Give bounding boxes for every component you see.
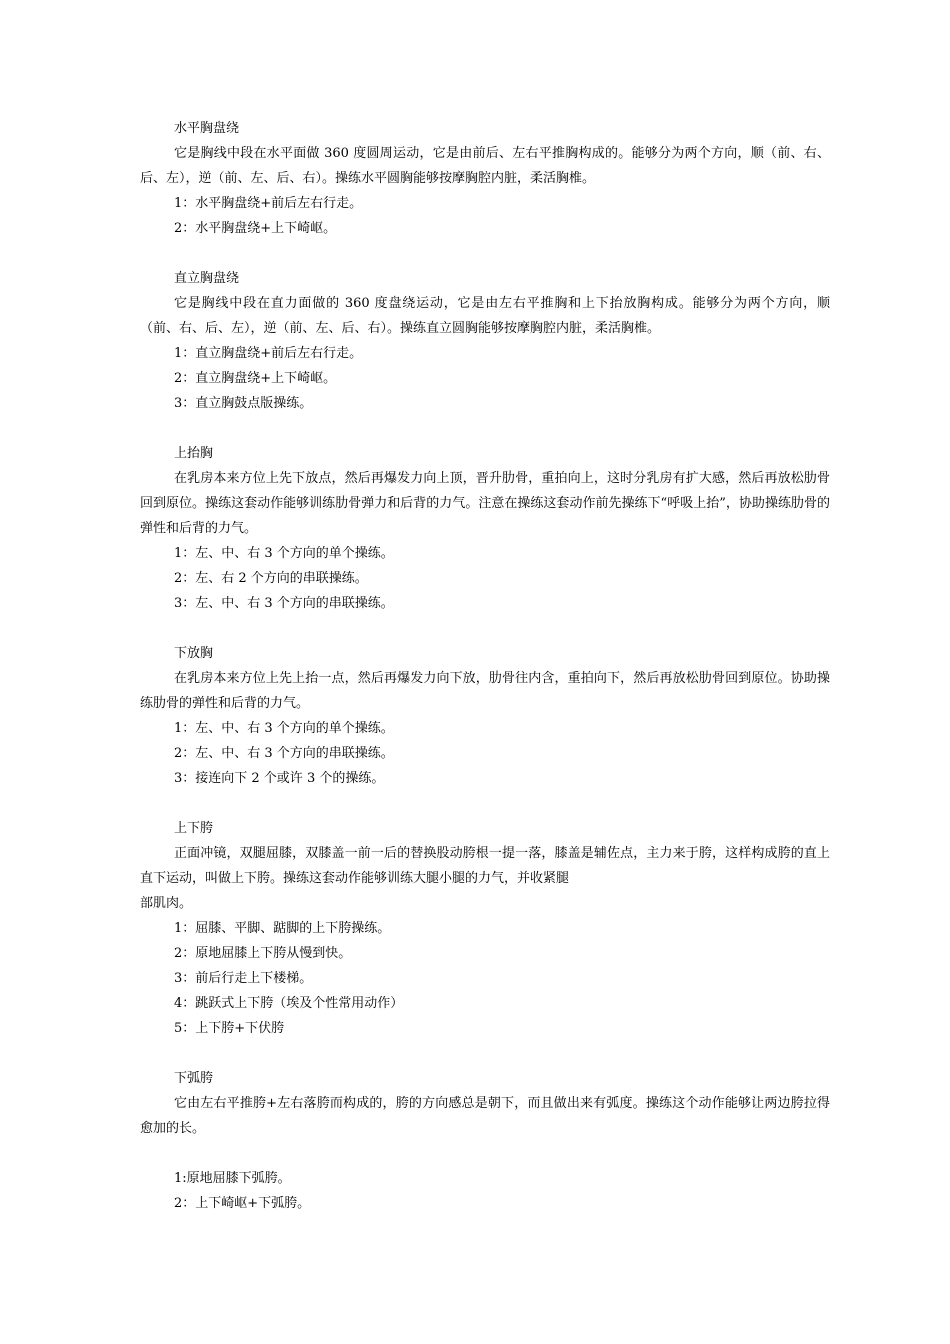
section-hip-down-arc <box>140 1066 830 1216</box>
section-paragraph: 它是胸线中段在直力面做的 360 度盘绕运动，它是由左右平推胸和上下抬放胸构成。能够分为两个方向，顺（前、右、后、左），逆（前、左、后、右）。操练直立圆胸能够按摩胸腔内脏，柔活胸椎。 <box>140 296 830 336</box>
list-item: 4：跳跃式上下胯（埃及个性常用动作） <box>174 996 404 1011</box>
paragraph-gap <box>140 1141 830 1166</box>
list-item: 2：左、中、右 3 个方向的串联操练。 <box>174 746 394 761</box>
section-paragraph: 在乳房本来方位上先上抬一点，然后再爆发力向下放，肋骨往内含，重拍向下，然后再放松肋骨回到原位。协助操练肋骨的弹性和后背的力气。 <box>140 671 830 711</box>
section-hip-up-down <box>140 816 830 1041</box>
section-chest-drop <box>140 641 830 791</box>
list-item: 3：前后行走上下楼梯。 <box>174 971 313 986</box>
section-paragraph: 在乳房本来方位上先下放点，然后再爆发力向上顶，晋升肋骨，重拍向上，这时分乳房有扩大感，然后再放松肋骨回到原位。操练这套动作能够训练肋骨弹力和后背的力气。注意在操练这套动作前先操练下“呼吸上抬”，协助操练肋骨的弹性和后背的力气。 <box>140 471 830 536</box>
section-title: 水平胸盘绕 <box>174 121 240 136</box>
section-title: 上下胯 <box>174 821 214 836</box>
list-item: 3：左、中、右 3 个方向的串联操练。 <box>174 596 394 611</box>
section-vertical-chest-circle <box>140 266 830 416</box>
section-horizontal-chest-circle <box>140 116 830 241</box>
list-item: 3：直立胸鼓点版操练。 <box>174 396 313 411</box>
section-title: 上抬胸 <box>174 446 214 461</box>
section-chest-lift <box>140 441 830 616</box>
section-title: 下放胸 <box>174 646 214 661</box>
list-item: 1：直立胸盘绕+前后左右行走。 <box>174 346 363 361</box>
list-item: 1：水平胸盘绕+前后左右行走。 <box>174 196 363 211</box>
list-item: 1：左、中、右 3 个方向的单个操练。 <box>174 721 394 736</box>
list-item: 5：上下胯+下伏胯 <box>174 1021 285 1036</box>
list-item: 1：左、中、右 3 个方向的单个操练。 <box>174 546 394 561</box>
list-item: 3：接连向下 2 个或许 3 个的操练。 <box>174 771 385 786</box>
section-paragraph: 它由左右平推胯+左右落胯而构成的，胯的方向感总是朝下，而且做出来有弧度。操练这个动作能够让两边胯拉得愈加的长。 <box>140 1096 830 1136</box>
list-item: 2：水平胸盘绕+上下崎岖。 <box>174 221 337 236</box>
document-body <box>140 116 830 1241</box>
list-item: 2：上下崎岖+下弧胯。 <box>174 1196 311 1211</box>
list-item: 2：原地屈膝上下胯从慢到快。 <box>174 946 352 961</box>
section-paragraph-continuation: 部肌肉。 <box>140 896 193 911</box>
section-paragraph: 正面冲镜，双腿屈膝，双膝盖一前一后的替换股动胯根一提一落，膝盖是辅佐点，主力来于胯，这样构成胯的直上直下运动，叫做上下胯。操练这套动作能够训练大腿小腿的力气，并收紧腿 <box>140 846 830 886</box>
list-item: 1：屈膝、平脚、踮脚的上下胯操练。 <box>174 921 391 936</box>
list-item: 2：左、右 2 个方向的串联操练。 <box>174 571 368 586</box>
section-title: 直立胸盘绕 <box>174 271 240 286</box>
list-item: 1:原地屈膝下弧胯。 <box>174 1171 291 1186</box>
section-paragraph: 它是胸线中段在水平面做 360 度圆周运动，它是由前后、左右平推胸构成的。能够分为两个方向，顺（前、右、后、左），逆（前、左、后、右）。操练水平圆胸能够按摩胸腔内脏，柔活胸椎。 <box>140 146 830 186</box>
section-title: 下弧胯 <box>174 1071 214 1086</box>
list-item: 2：直立胸盘绕+上下崎岖。 <box>174 371 337 386</box>
